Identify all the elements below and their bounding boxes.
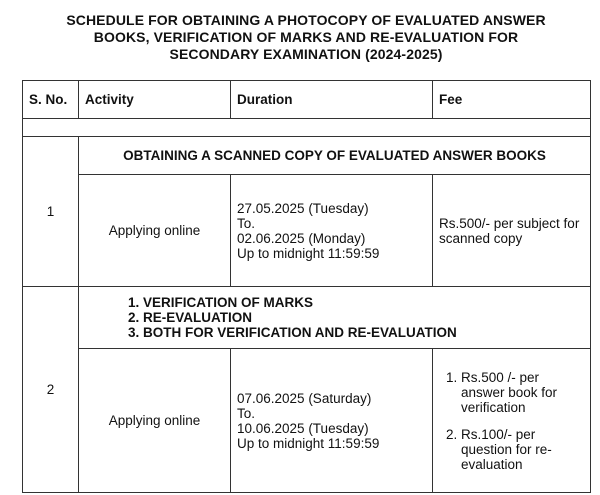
spacer-row [23, 119, 591, 137]
schedule-table [22, 80, 591, 493]
duration-line: Up to midnight 11:59:59 [237, 245, 380, 261]
duration-line: 02.06.2025 (Monday) [237, 230, 366, 246]
list-item: 1. VERIFICATION OF MARKS [143, 295, 584, 310]
duration-line: 07.06.2025 (Saturday) [237, 390, 372, 406]
duration-line: 10.06.2025 (Tuesday) [237, 420, 369, 436]
duration-line: 27.05.2025 (Tuesday) [237, 200, 369, 216]
schedule-document [22, 0, 590, 492]
document-title [22, 12, 590, 63]
duration-line: To. [237, 405, 256, 421]
header-row [23, 81, 591, 119]
table-row [23, 137, 591, 175]
row-1-section-title: OBTAINING A SCANNED COPY OF EVALUATED ANSWER BOOKS [79, 137, 591, 175]
header-activity: Activity [79, 81, 231, 119]
duration-line: To. [237, 215, 256, 231]
row-1-activity: Applying online [79, 175, 231, 287]
row-2-sno: 2 [23, 287, 79, 493]
row-2-section-items [79, 287, 591, 349]
title-line-3: SECONDARY EXAMINATION (2024-2025) [169, 46, 443, 62]
duration-line: Up to midnight 11:59:59 [237, 435, 380, 451]
row-2-duration [231, 349, 433, 493]
row-1-duration [231, 175, 433, 287]
list-item: 3. BOTH FOR VERIFICATION AND RE-EVALUATION [143, 325, 584, 340]
fee-item: 2. Rs.100/- per question for re-evaluation [461, 427, 584, 472]
header-fee: Fee [433, 81, 591, 119]
row-1-fee: Rs.500/- per subject for scanned copy [433, 175, 591, 287]
row-2-fee [433, 349, 591, 493]
fee-item: 1. Rs.500 /- per answer book for verification [461, 370, 584, 415]
header-sno: S. No. [23, 81, 79, 119]
row-2-activity: Applying online [79, 349, 231, 493]
list-item: 2. RE-EVALUATION [143, 310, 584, 325]
title-line-2: BOOKS, VERIFICATION OF MARKS AND RE-EVALUATION FOR [93, 29, 519, 45]
row-1-sno: 1 [23, 137, 79, 287]
title-line-1: SCHEDULE FOR OBTAINING A PHOTOCOPY OF EVALUATED ANSWER [66, 12, 546, 28]
table-row [23, 287, 591, 349]
spacer-cell [23, 119, 591, 137]
table-row [23, 349, 591, 493]
header-duration: Duration [231, 81, 433, 119]
table-row [23, 175, 591, 287]
